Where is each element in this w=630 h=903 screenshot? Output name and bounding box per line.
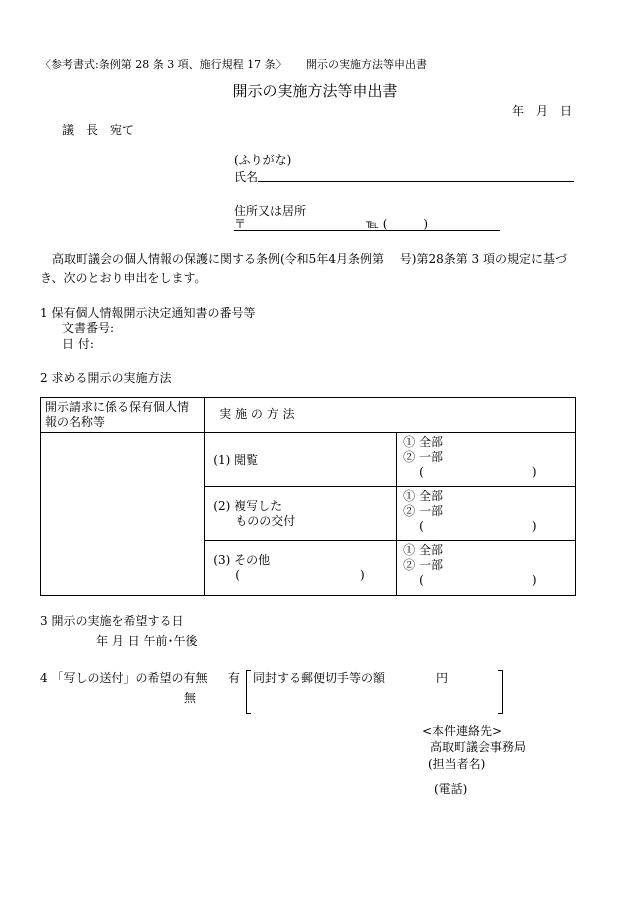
col2-header: 実 施 の 方 法 — [205, 398, 576, 433]
option-part-detail[interactable]: ( ) — [419, 519, 537, 533]
yen-unit: 円 — [436, 671, 449, 685]
contact-heading: <本件連絡先> — [422, 724, 503, 738]
option-part-detail[interactable]: ( ) — [419, 573, 537, 587]
option-part-detail[interactable]: ( ) — [419, 465, 537, 479]
right-bracket — [498, 670, 503, 714]
col1-header: 開示請求に係る保有個人情 報の名称等 — [41, 398, 205, 433]
addressee: 議 長 宛て — [62, 123, 135, 137]
contact-office: 高取町議会事務局 — [430, 740, 527, 754]
furigana-label: (ふりがな) — [234, 153, 292, 167]
stamp-amount-label: 同封する郵便切手等の額 — [253, 671, 386, 685]
method-cell: (2) 複写した ものの交付 — [205, 487, 397, 541]
contact-phone: (電話) — [434, 782, 468, 796]
intro-line-1: 高取町議会の個人情報の保護に関する条例(令和5年4月条例第 号)第28条第 3 項の規定に基づ — [40, 252, 567, 266]
date-line: 年 月 日 — [512, 104, 573, 118]
doc-date-label: 日 付: — [62, 337, 94, 351]
doc-number-label: 文書番号: — [62, 321, 115, 335]
tel-label: ℡ ( ) — [366, 217, 429, 231]
address-label: 住所又は居所 — [234, 204, 307, 218]
option-all[interactable]: ① 全部 — [403, 543, 443, 557]
mailing-no-option[interactable]: 無 — [184, 691, 197, 705]
contact-person: (担当者名) — [428, 757, 486, 771]
reference-form-name: 開示の実施方法等申出書 — [306, 58, 427, 71]
section3-heading: 3 開示の実施を希望する日 — [40, 614, 184, 628]
option-part[interactable]: ② 一部 — [403, 504, 443, 518]
info-name-cell[interactable] — [41, 433, 205, 596]
section4-heading: 4 「写しの送付」の希望の有無 — [40, 671, 208, 685]
name-field-line[interactable] — [258, 181, 574, 182]
intro-line-2: き、次のとおり申出をします。 — [40, 271, 207, 285]
table-row — [41, 433, 576, 487]
left-bracket — [246, 670, 251, 714]
option-part[interactable]: ② 一部 — [403, 558, 443, 572]
option-cell — [397, 487, 576, 541]
option-all[interactable]: ① 全部 — [403, 489, 443, 503]
option-cell — [397, 433, 576, 487]
section1-heading: 1 保有個人情報開示決定通知書の番号等 — [40, 306, 256, 320]
other-method-field[interactable]: ( ) — [235, 568, 365, 582]
postal-mark: 〒 — [234, 217, 247, 231]
name-label: 氏名 — [234, 170, 259, 184]
method-cell: (3) その他 ( ) — [205, 541, 397, 596]
reference-text: 〈参考書式:条例第 28 条 3 項、施行規程 17 条〉 — [40, 58, 287, 71]
mailing-yes-option[interactable]: 有 — [228, 671, 241, 685]
page-title: 開示の実施方法等申出書 — [232, 82, 398, 100]
option-part[interactable]: ② 一部 — [403, 450, 443, 464]
section2-heading: 2 求める開示の実施方法 — [40, 371, 172, 385]
desired-date-field[interactable]: 年 月 日 午前･午後 — [96, 634, 198, 648]
table-header-row — [41, 398, 576, 433]
method-cell: (1) 閲覧 — [205, 433, 397, 487]
option-all[interactable]: ① 全部 — [403, 435, 443, 449]
option-cell — [397, 541, 576, 596]
address-field-line[interactable] — [234, 230, 500, 231]
method-table — [40, 397, 576, 596]
